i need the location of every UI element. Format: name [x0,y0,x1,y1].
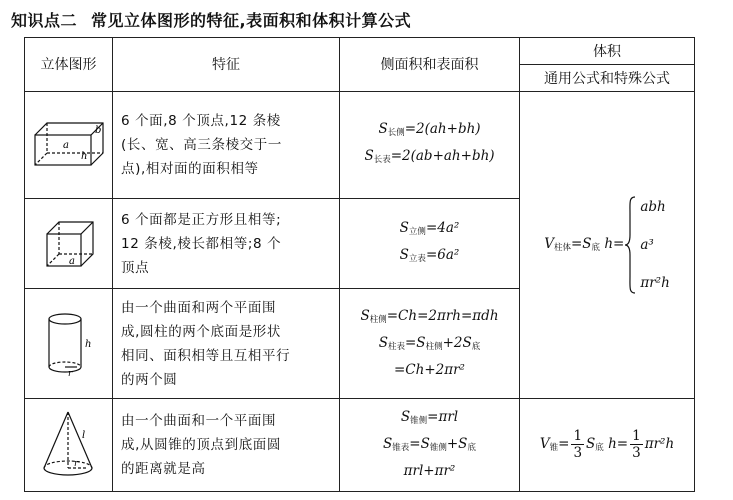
formula-line: =Ch+2πr² [394,362,465,379]
feature-line: 的距离就是高 [121,460,206,477]
feature-line: 6 个面都是正方形且相等; [121,211,282,228]
fraction: $\frac{1}{3}$ [573,428,583,462]
table-row [25,398,695,491]
formula-line: $S_{长表}=2(ab+ah+bh)$ [364,148,495,166]
cone-area-formulas [340,398,520,491]
feature-line: 由一个曲面和一个平面围 [121,412,277,429]
cylinder-label-h: h [84,338,91,350]
cuboid-label-b: b [94,125,101,137]
formula-line: $S_{锥侧}=\pi rl$ [400,409,459,427]
prism-volume-formula [520,91,695,398]
cube-icon [39,218,99,270]
cylinder-icon [41,309,97,379]
formula-line: πrl+πr² [403,463,456,480]
feature-line: 的两个圆 [121,371,178,388]
feature-line: (长、宽、高三条棱交于一 [121,137,282,154]
cuboid-feature [113,91,340,199]
header-area: 侧面积和表面积 [340,38,520,92]
formula-line: $S_{柱侧}=Ch=2\pi rh=\pi dh$ [360,308,499,326]
feature-line: 6 个面,8 个顶点,12 条棱 [121,113,281,130]
formula-line: $S_{立侧}=4a^2$ [399,219,460,237]
formula-line: $S_{柱表}=S_{柱侧}+2S_底$ [378,335,481,353]
table-row [25,91,695,199]
curly-brace-icon [624,195,636,295]
header-feature: 特征 [113,38,340,92]
header-volume: 体积 [520,38,695,65]
feature-line: 相同、面积相等且互相平行 [121,347,291,364]
cone-volume-formula: $V_锥=$ $\frac{1}{3}$ $S_底$ h= $\frac{1}{3}$ πr²h [520,398,695,491]
cuboid-area-formulas [340,91,520,199]
cone-feature [113,398,340,491]
feature-line: 点),相对面的面积相等 [121,161,259,178]
title-part1: 知识点二 [11,11,78,30]
volume-case: abh [640,198,666,215]
cylinder-feature [113,289,340,399]
cuboid-figure [25,91,113,199]
volume-general: $V_{柱体}=S_底$ h= abh a³ πr²h [520,195,694,295]
cube-figure [25,199,113,289]
feature-line: 顶点 [121,259,150,276]
cone-icon [38,408,100,482]
cube-feature [113,199,340,289]
feature-line: 成,圆柱的两个底面是形状 [121,323,281,340]
cube-label-a: a [68,255,75,267]
header-shape: 立体图形 [25,38,113,92]
volume-case: a³ [640,236,654,253]
feature-line: 成,从圆锥的顶点到底面圆 [121,436,281,453]
page-title [11,8,411,31]
volume-cases [640,199,669,291]
formula-line: $S_{锥表}=S_{锥侧}+S_底$ [383,436,476,454]
cuboid-label-h: h [80,151,87,163]
cone-label-r: r [73,458,78,469]
fraction: $\frac{1}{3}$ [632,428,641,462]
formula-line: $S_{立表}=6a^2$ [399,246,460,264]
cone-figure [25,398,113,491]
cuboid-label-a: a [62,140,69,152]
title-part2: 常见立体图形的特征,表面积和体积计算公式 [91,11,412,30]
header-volume-sub: 通用公式和特殊公式 [520,64,695,91]
cone-label-l: l [81,429,85,441]
cylinder-figure [25,289,113,399]
cube-area-formulas [340,199,520,289]
feature-line: 由一个曲面和两个平面围 [121,299,277,316]
feature-line: 12 条棱,棱长都相等;8 个 [121,235,282,252]
cuboid-icon [29,115,109,175]
formula-line: $S_{长侧}=2(ah+bh)$ [378,121,481,139]
cylinder-area-formulas [340,289,520,399]
volume-case: πr²h [640,274,670,291]
cylinder-label-r: r [67,368,72,379]
formula-table [24,37,695,492]
